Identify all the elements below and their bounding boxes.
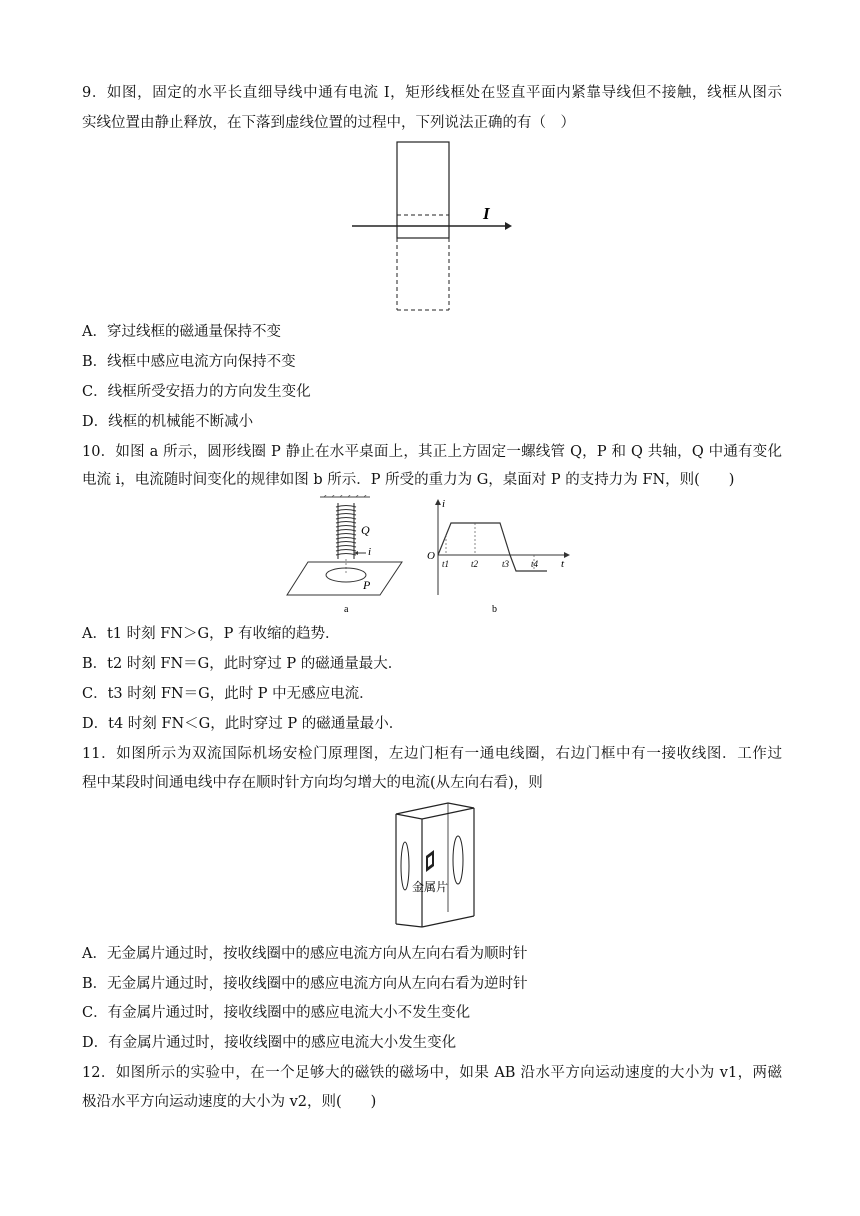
- q11-option-c: C．有金属片通过时，接收线圈中的感应电流大小不发生变化: [82, 1005, 471, 1021]
- q12-stem-line2: 极沿水平方向运动速度的大小为 v2，则( ): [82, 1094, 377, 1110]
- t1-label: t1: [442, 559, 450, 569]
- q9-option-d: D．线框的机械能不断减小: [82, 414, 254, 430]
- q9-figure: [340, 136, 530, 316]
- q9-option-b: B．线框中感应电流方向保持不变: [82, 354, 296, 370]
- caption-b: b: [492, 604, 497, 615]
- t3-label: t3: [502, 559, 510, 569]
- transmitter-coil: [401, 842, 409, 890]
- current-label: I: [483, 204, 490, 223]
- current-arrow-icon: [505, 222, 512, 230]
- axis-t-label: t: [561, 558, 565, 570]
- t2-label: t2: [471, 559, 479, 569]
- q11-option-a: A．无金属片通过时，按收线圈中的感应电流方向从左向右看为顺时针: [82, 946, 528, 962]
- label-i: i: [368, 546, 372, 558]
- q9-stem-line2: 实线位置由静止释放，在下落到虚线位置的过程中，下列说法正确的有（ ）: [82, 115, 575, 131]
- label-q: Q: [361, 523, 370, 537]
- q9-option-c: C．线框所受安捂力的方向发生变化: [82, 384, 311, 400]
- security-gate: [396, 803, 474, 927]
- q10-option-c: C．t3 时刻 FN＝G，此时 P 中无感应电流．: [82, 686, 374, 702]
- receiver-coil: [453, 836, 463, 884]
- q11-figure: [386, 800, 476, 932]
- q12-stem-line1: 12．如图所示的实验中，在一个足够大的磁铁的磁场中，如果 AB 沿水平方向运动速度的大小为 v1，两磁: [82, 1065, 782, 1081]
- q11-option-d: D．有金属片通过时，接收线圈中的感应电流大小发生变化: [82, 1035, 457, 1051]
- q10-option-a: A．t1 时刻 FN＞G，P 有收缩的趋势．: [82, 626, 340, 642]
- q9-stem-line1: 9．如图，固定的水平长直细导线中通有电流 I，矩形线框处在竖直平面内紧靠导线但不接触，线框从图示: [82, 85, 782, 101]
- origin-label: O: [427, 550, 435, 562]
- solid-frame: [397, 142, 449, 238]
- t4-label: t4: [531, 559, 539, 569]
- q10-figure-a: [284, 495, 414, 617]
- table-surface: [287, 562, 402, 595]
- q11-stem-line1: 11．如图所示为双流国际机场安检门原理图，左边门柜有一通电线圈，右边门框中有一接收线图．工作过: [82, 746, 782, 762]
- solenoid-q: [336, 503, 356, 559]
- time-markers: [446, 523, 534, 571]
- t-axis-arrow-icon: [564, 552, 570, 558]
- q10-figure-b: [424, 495, 574, 617]
- q11-stem-line2: 程中某段时间通电线中存在顺时针方向均匀增大的电流(从左向右看)，则: [82, 775, 543, 791]
- q10-option-b: B．t2 时刻 FN＝G，此时穿过 P 的磁通量最大．: [82, 656, 403, 672]
- q10-stem-line1: 10．如图 a 所示，圆形线圈 P 静止在水平桌面上，其正上方固定一螺线管 Q，P 和 Q 共轴，Q 中通有变化: [82, 444, 782, 460]
- i-axis-arrow-icon: [435, 499, 441, 505]
- metal-piece-label: 金属片: [412, 880, 449, 894]
- q11-option-b: B．无金属片通过时，接收线圈中的感应电流方向从左向右看为逆时针: [82, 976, 528, 992]
- q10-stem-line2: 电流 i，电流随时间变化的规律如图 b 所示．P 所受的重力为 G，桌面对 P 的支持力为 FN，则( ): [82, 472, 735, 488]
- label-p: P: [363, 578, 371, 592]
- q9-option-a: A．穿过线框的磁通量保持不变: [82, 324, 281, 340]
- axis-i-label: i: [442, 498, 446, 510]
- q10-option-d: D．t4 时刻 FN＜G，此时穿过 P 的磁通量最小．: [82, 716, 404, 732]
- caption-a: a: [344, 604, 349, 615]
